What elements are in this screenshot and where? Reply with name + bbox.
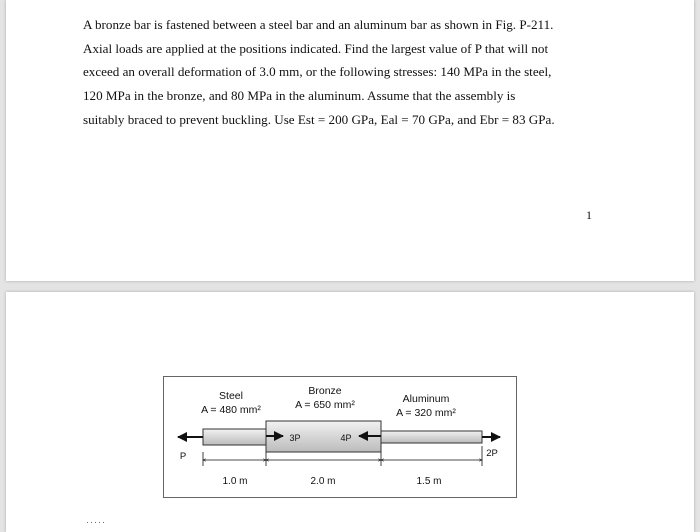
aluminum-area: A = 320 mm² (396, 407, 456, 419)
bronze-length: 2.0 m (310, 476, 336, 487)
bronze-area: A = 650 mm² (295, 399, 355, 411)
aluminum-length: 1.5 m (416, 476, 442, 487)
load-4p-label: 4P (340, 433, 352, 443)
aluminum-bar (381, 431, 482, 443)
page-number: 1 (586, 208, 592, 222)
steel-label: Steel (219, 390, 243, 402)
load-2p-label: 2P (486, 448, 498, 459)
steel-length: 1.0 m (222, 476, 248, 487)
cut-off-text: ····· (86, 517, 106, 527)
problem-statement (83, 13, 613, 132)
problem-line: Axial loads are applied at the positions indicated. Find the largest value of P that will not (83, 40, 549, 56)
steel-area: A = 480 mm² (201, 404, 261, 416)
problem-line: A bronze bar is fastened between a steel bar and an aluminum bar as shown in Fig. P-211. (83, 17, 554, 32)
problem-line: exceed an overall deformation of 3.0 mm, or the following stresses: 140 MPa in the steel, (83, 64, 552, 80)
figure-p211 (163, 376, 517, 498)
load-3p-label: 3P (289, 433, 301, 443)
bronze-label: Bronze (308, 385, 342, 397)
load-p-label: P (179, 451, 187, 462)
steel-bar (203, 429, 266, 445)
bar-assembly-diagram (163, 376, 517, 498)
document-page-2 (6, 292, 694, 532)
aluminum-label: Aluminum (402, 393, 450, 405)
problem-line: 120 MPa in the bronze, and 80 MPa in the aluminum. Assume that the assembly is (83, 88, 516, 104)
problem-line: suitably braced to prevent buckling. Use Est = 200 GPa, Eal = 70 GPa, and Ebr = 83 GPa. (83, 111, 555, 127)
document-page-1 (6, 0, 694, 281)
